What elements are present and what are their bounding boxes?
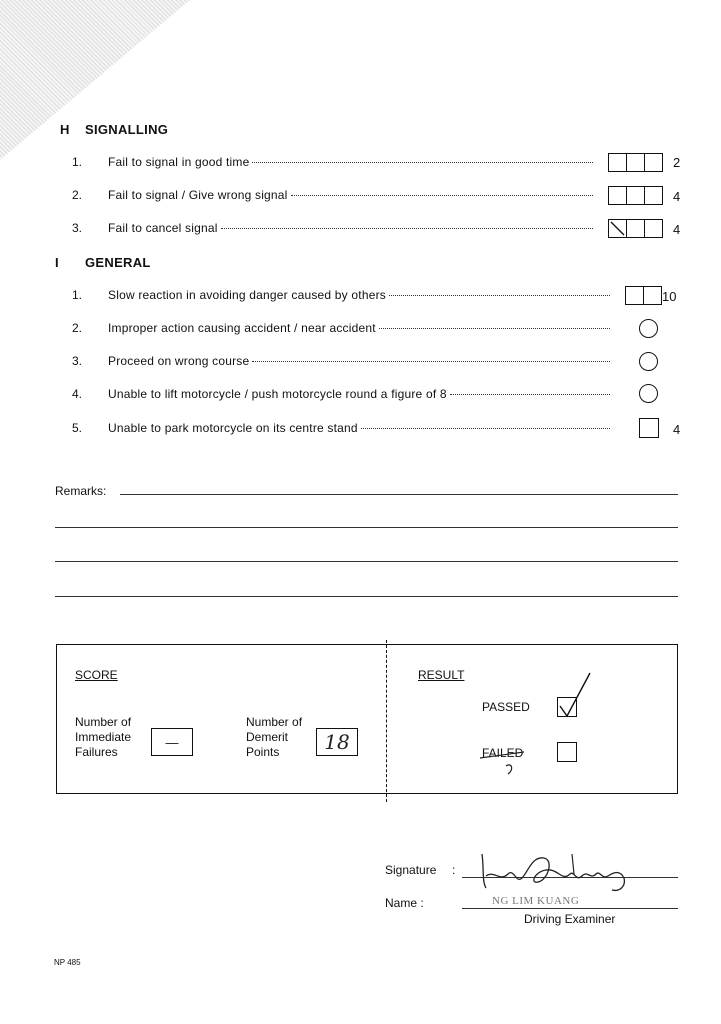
points-value: 4 [673, 189, 681, 204]
item-row [108, 421, 610, 435]
remarks-line[interactable] [120, 494, 678, 495]
demerit-points-label [246, 715, 302, 760]
remarks-line[interactable] [55, 527, 678, 528]
item-row [108, 321, 610, 335]
tally-boxes[interactable] [608, 219, 663, 238]
immediate-failure-circle[interactable] [639, 384, 658, 403]
tally-box[interactable] [644, 219, 663, 238]
item-row [108, 387, 610, 401]
item-row [108, 221, 593, 235]
remarks-line[interactable] [55, 561, 678, 562]
tally-boxes[interactable] [608, 153, 663, 172]
demerit-points-field[interactable] [316, 728, 358, 756]
item-text: Proceed on wrong course [108, 354, 250, 368]
label-line: Failures [75, 745, 118, 759]
name-label: Name : [385, 896, 424, 910]
form-code: NP 485 [54, 958, 81, 967]
dot-leader [252, 361, 610, 362]
box-divider [386, 640, 387, 802]
tally-box[interactable] [608, 186, 627, 205]
label-line: Demerit [246, 730, 289, 744]
item-number: 4. [71, 387, 82, 401]
name-line[interactable] [462, 908, 678, 909]
item-row [108, 188, 593, 202]
item-row [108, 155, 593, 169]
label-line: Number of [246, 715, 303, 729]
passed-label: PASSED [482, 700, 530, 714]
dot-leader [389, 295, 610, 296]
item-text: Unable to lift motorcycle / push motorcycle round a figure of 8 [108, 387, 447, 401]
demerit-points-value: 18 [324, 730, 350, 754]
tally-box[interactable] [644, 186, 663, 205]
item-text: Improper action causing accident / near accident [108, 321, 376, 335]
item-text: Fail to cancel signal [108, 221, 218, 235]
tally-box[interactable] [626, 219, 645, 238]
item-number: 3. [71, 354, 82, 368]
tally-boxes[interactable] [625, 286, 662, 305]
dot-leader [450, 394, 610, 395]
item-text: Slow reaction in avoiding danger caused by others [108, 288, 386, 302]
points-value: 4 [673, 422, 681, 437]
dot-leader [379, 328, 610, 329]
immediate-failure-circle[interactable] [639, 319, 658, 338]
item-number: 1. [71, 155, 82, 169]
score-title: SCORE [75, 668, 118, 682]
tally-box[interactable] [626, 186, 645, 205]
item-number: 3. [71, 221, 82, 235]
points-value: 4 [673, 222, 681, 237]
failed-checkbox[interactable] [557, 742, 577, 762]
tally-box[interactable] [643, 286, 662, 305]
points-value: 2 [673, 155, 681, 170]
strike-out-mark [478, 740, 528, 776]
item-text: Unable to park motorcycle on its centre stand [108, 421, 358, 435]
item-text: Fail to signal in good time [108, 155, 250, 169]
tally-box[interactable] [626, 153, 645, 172]
tally-box-marked[interactable] [608, 219, 627, 238]
demerit-box[interactable] [639, 418, 659, 438]
dot-leader [221, 228, 593, 229]
dot-leader [252, 162, 593, 163]
immediate-failures-label [75, 715, 131, 760]
label-line: Number of [75, 715, 132, 729]
tally-box[interactable] [644, 153, 663, 172]
tally-boxes[interactable] [608, 186, 663, 205]
signature-colon: : [452, 863, 456, 877]
tally-stroke-mark [609, 220, 626, 237]
remarks-line[interactable] [55, 596, 678, 597]
item-number: 5. [71, 421, 82, 435]
item-number: 1. [71, 288, 82, 302]
immediate-failures-value: — [165, 734, 179, 750]
item-row [108, 288, 610, 302]
item-number: 2. [71, 188, 82, 202]
failed-label: FAILED [482, 746, 524, 760]
item-number: 2. [71, 321, 82, 335]
tally-box[interactable] [625, 286, 644, 305]
dot-leader [291, 195, 593, 196]
label-line: Points [246, 745, 280, 759]
dot-leader [361, 428, 610, 429]
examiner-role: Driving Examiner [524, 912, 616, 926]
item-row [108, 354, 610, 368]
tally-box[interactable] [608, 153, 627, 172]
section-i-title: GENERAL [85, 255, 151, 270]
name-stamp: NG LIM KUANG [492, 895, 580, 907]
immediate-failures-field[interactable] [151, 728, 193, 756]
check-mark-icon [550, 670, 595, 722]
result-title: RESULT [418, 668, 465, 682]
label-line: Immediate [75, 730, 132, 744]
item-text: Fail to signal / Give wrong signal [108, 188, 288, 202]
points-value: 10 [662, 289, 677, 304]
section-h-letter: H [60, 122, 70, 137]
immediate-failure-circle[interactable] [639, 352, 658, 371]
signature-label: Signature [385, 863, 437, 877]
section-h-title: SIGNALLING [85, 122, 169, 137]
remarks-label: Remarks: [55, 484, 107, 498]
section-i-letter: I [55, 255, 59, 270]
